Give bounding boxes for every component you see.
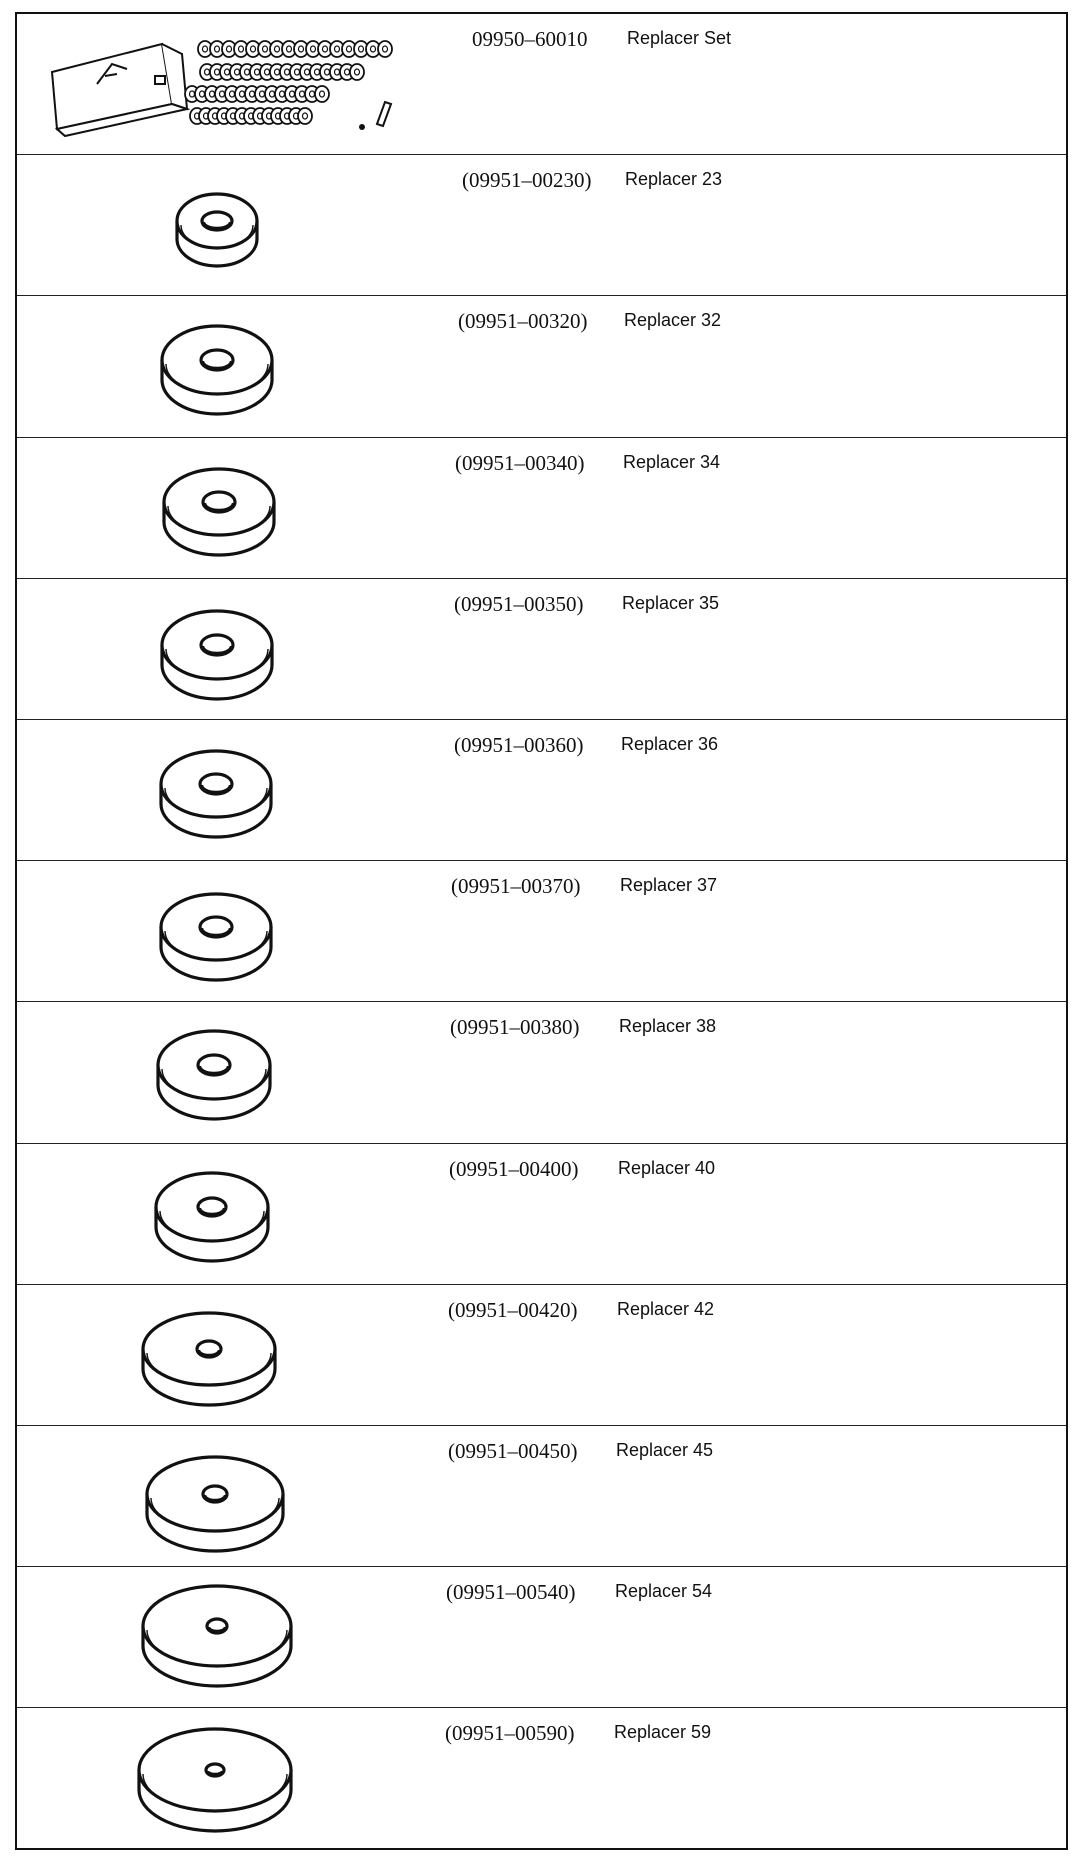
tool-part-number: (09951–00450) xyxy=(448,1439,578,1463)
tool-name: Replacer 59 xyxy=(614,1722,712,1743)
replacer-ring-icon xyxy=(17,438,437,579)
tool-part-number: (09951–00230) xyxy=(462,168,592,193)
tool-part-number: (09951–00400) xyxy=(449,1156,579,1181)
tool-name: Replacer 32 xyxy=(624,310,722,331)
tool-row xyxy=(17,1426,1066,1567)
tool-illustration xyxy=(17,1567,437,1707)
tool-part-number: (09951–00360) xyxy=(454,733,584,757)
replacer-ring-icon xyxy=(17,1567,437,1708)
tool-illustration xyxy=(17,1002,437,1142)
tool-illustration xyxy=(17,861,437,1001)
tool-illustration xyxy=(17,1426,437,1566)
tool-illustration xyxy=(17,720,437,860)
tool-row xyxy=(17,1567,1066,1708)
tool-row xyxy=(17,438,1066,579)
tool-name: Replacer 23 xyxy=(625,169,723,190)
tool-row xyxy=(17,861,1066,1002)
tool-illustration xyxy=(17,1144,437,1284)
tool-row xyxy=(17,155,1066,296)
tool-name: Replacer 38 xyxy=(619,1016,717,1037)
tool-part-number: (09951–00350) xyxy=(454,591,584,616)
tool-illustration xyxy=(17,14,437,154)
tool-illustration xyxy=(17,1708,437,1849)
tool-name: Replacer 35 xyxy=(622,592,720,613)
replacer-ring-icon xyxy=(17,1426,437,1567)
tool-row xyxy=(17,1144,1066,1285)
replacer-ring-icon xyxy=(17,1144,437,1285)
tool-part-number: (09951–00320) xyxy=(458,309,588,334)
tool-row xyxy=(17,579,1066,720)
tool-name: Replacer 40 xyxy=(618,1157,716,1178)
tool-name: Replacer 34 xyxy=(623,451,721,472)
tool-row xyxy=(17,720,1066,861)
tool-part-number: 09950–60010 xyxy=(472,27,588,51)
tool-table xyxy=(15,12,1068,1850)
replacer-ring-icon xyxy=(17,1708,437,1849)
tool-row xyxy=(17,1002,1066,1143)
tool-part-number: (09951–00340) xyxy=(455,450,585,475)
tool-illustration xyxy=(17,438,437,578)
replacer-ring-icon xyxy=(17,720,437,861)
tool-row xyxy=(17,296,1066,437)
tool-illustration xyxy=(17,1285,437,1425)
tool-name: Replacer 54 xyxy=(615,1581,713,1602)
replacer-ring-icon xyxy=(17,155,437,296)
tool-name: Replacer 42 xyxy=(617,1298,715,1319)
replacer-ring-icon xyxy=(17,579,437,720)
replacer-ring-icon xyxy=(17,296,437,437)
tool-part-number: (09951–00370) xyxy=(451,874,581,899)
tool-name: Replacer 36 xyxy=(621,734,719,754)
tool-name: Replacer 37 xyxy=(620,875,718,896)
tool-row xyxy=(17,14,1066,155)
tool-row xyxy=(17,1708,1066,1849)
tool-part-number: (09951–00540) xyxy=(446,1580,576,1605)
tool-illustration xyxy=(17,296,437,436)
replacer-set-case-icon xyxy=(17,14,437,155)
tool-row xyxy=(17,1285,1066,1426)
replacer-ring-icon xyxy=(17,861,437,1002)
tool-illustration xyxy=(17,579,437,719)
tool-part-number: (09951–00380) xyxy=(450,1015,580,1040)
replacer-ring-icon xyxy=(17,1002,437,1143)
replacer-ring-icon xyxy=(17,1285,437,1426)
tool-name: Replacer Set xyxy=(627,28,732,48)
tool-part-number: (09951–00420) xyxy=(448,1297,578,1322)
tool-part-number: (09951–00590) xyxy=(445,1721,575,1746)
tool-name: Replacer 45 xyxy=(616,1440,714,1460)
tool-illustration xyxy=(17,155,437,295)
